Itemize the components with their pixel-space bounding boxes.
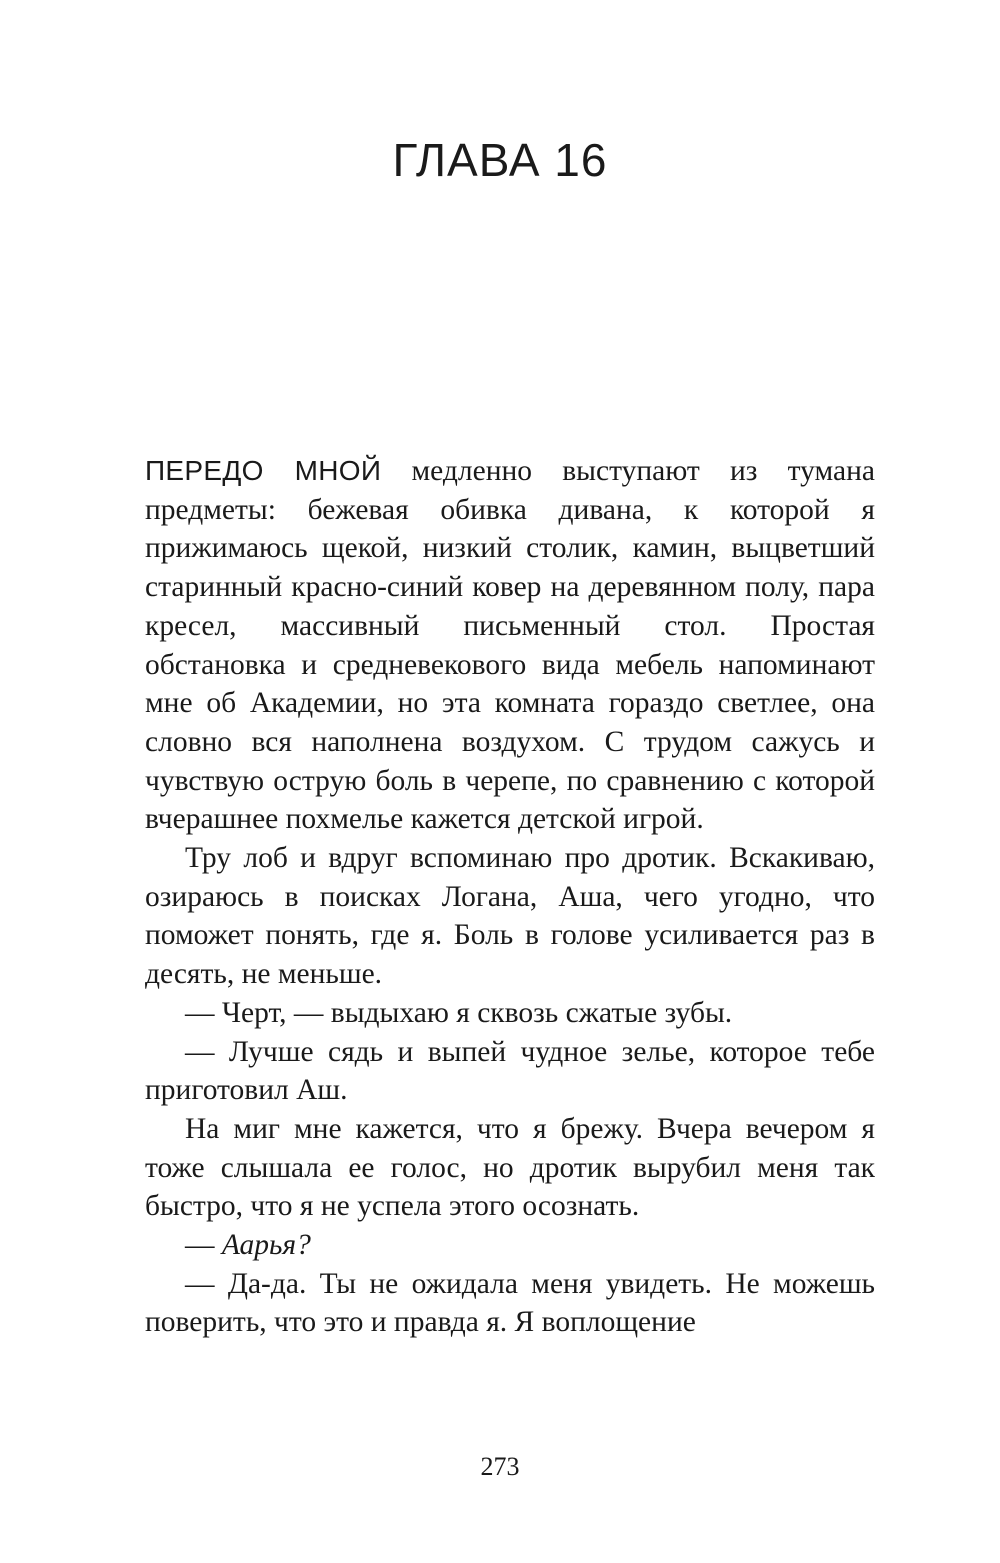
paragraph-text: медленно выступают из тумана предметы: бежевая обивка дивана, к которой я прижимаюсь щекой, низкий столик, камин, выцветший старинный красно-синий ковер на деревянном полу, пара кресел, массивный письменный стол. Простая обстановка и средневекового вида мебель напоминают мне об Академии, но эта комната гораздо светлее, она словно вся наполнена воздухом. С трудом сажусь и чувствую острую боль в черепе, по сравнению с которой вчерашнее похмелье кажется детской игрой. [145, 455, 875, 836]
dialogue-dash: — [185, 1229, 222, 1262]
italic-speech: Аарья? [221, 1229, 311, 1262]
paragraph-2: Тру лоб и вдруг вспоминаю про дротик. Вскакиваю, озираюсь в поисках Логана, Аша, чего угодно, что поможет понять, где я. Боль в голове усиливается раз в десять, не меньше. [145, 842, 875, 991]
paragraph-5: На миг мне кажется, что я брежу. Вчера вечером я тоже слышала ее голос, но дротик вырубил меня так быстро, что я не успела этого осознать. [145, 1112, 875, 1223]
paragraph-3: — Черт, — выдыхаю я сквозь сжатые зубы. [185, 996, 733, 1029]
chapter-title: ГЛАВА 16 [392, 134, 608, 186]
paragraph-7: — Да-да. Ты не ожидала меня увидеть. Не можешь поверить, что это и правда я. Я воплощение [145, 1267, 875, 1339]
paragraph-4: — Лучше сядь и выпей чудное зелье, которое тебе приготовил Аш. [145, 1035, 875, 1107]
paragraph-1 [145, 452, 875, 839]
body-text [145, 452, 875, 1342]
page-number: 273 [480, 1452, 520, 1481]
paragraph-lead-caps: ПЕРЕДО МНОЙ [145, 455, 382, 486]
paragraph-6 [145, 1226, 875, 1265]
